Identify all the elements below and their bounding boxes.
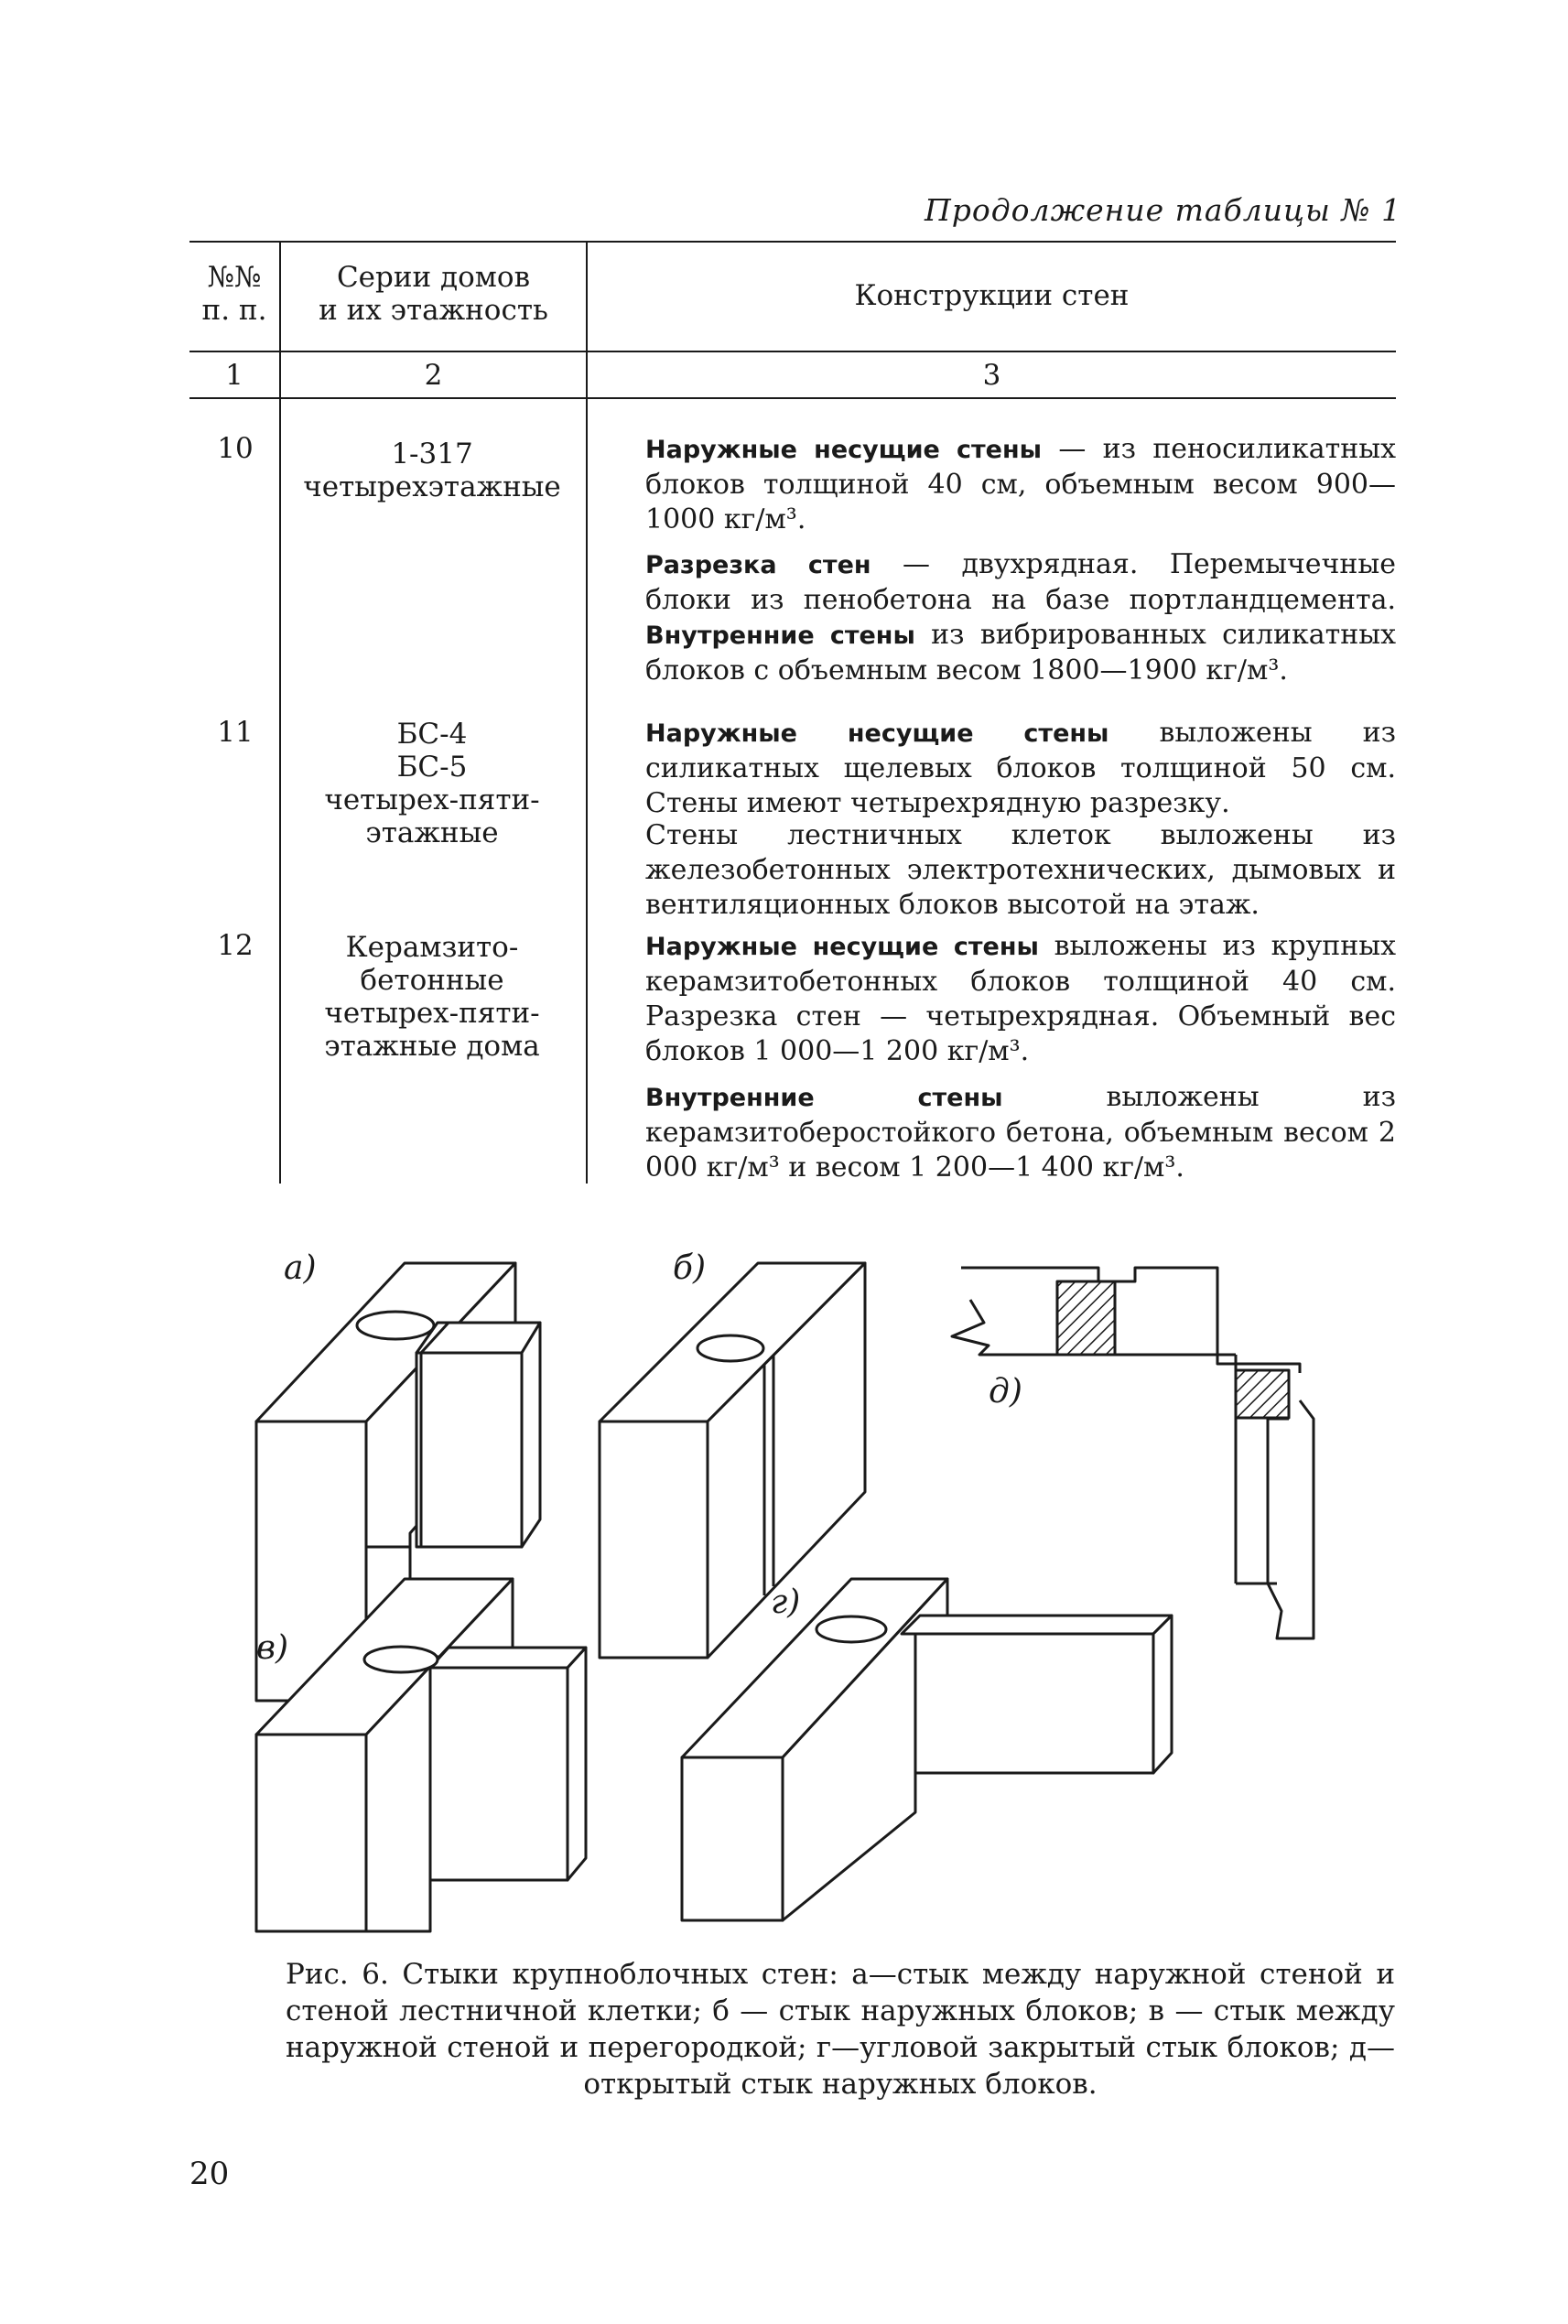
- bold-term: Внутренние стены: [645, 1084, 1003, 1112]
- joint-g-drawing: [682, 1579, 1172, 1920]
- paragraph-text: выложены из крупных керамзитобетонных блоков толщиной 40 см. Разрезка стен — четырехрядная. Объемный вес блоков 1 000—1 200 кг/м³.: [645, 930, 1397, 1067]
- figure-label-v: в): [256, 1629, 288, 1667]
- series-line: этажные дома: [324, 1030, 540, 1063]
- paragraph-text: из вибрированных силикатных блоков с объемным весом 1800—1900 кг/м³.: [645, 619, 1396, 686]
- figure-label-g: г): [771, 1584, 801, 1621]
- bold-term: Разрезка стен: [645, 551, 871, 579]
- header-col1-line1: №№: [207, 261, 262, 294]
- figure-label-b: б): [673, 1249, 707, 1287]
- paragraph-text: выложены из керамзитоберостойкого бетона, объемным весом 2 000 кг/м³ и весом 1 200—1 400 кг/м³.: [645, 1081, 1396, 1184]
- row-number-10: 10: [217, 432, 254, 465]
- series-line: четырех-пяти-: [324, 784, 540, 816]
- bold-term: Наружные несущие стены: [645, 933, 1039, 961]
- series-line: четырехэтажные: [303, 470, 561, 503]
- joint-d-drawing: [952, 1268, 1314, 1638]
- joint-b-drawing: [600, 1263, 865, 1658]
- series-line: Керамзито-: [345, 931, 519, 964]
- paragraph-text: Стены лестничных клеток выложены из железобетонных электротехнических, дымовых и вентиляционных блоков высотой на этаж.: [645, 819, 1396, 921]
- col-number-3: 3: [982, 359, 1001, 392]
- figure-label-a: а): [284, 1249, 317, 1287]
- figure-label-d: д): [989, 1373, 1022, 1411]
- row-number-11: 11: [217, 716, 254, 749]
- col-number-2: 2: [424, 359, 443, 392]
- row-number-12: 12: [217, 929, 254, 962]
- series-line: этажные: [365, 816, 499, 849]
- header-col2-line2: и их этажность: [319, 294, 548, 327]
- paragraph-text: — двухрядная. Перемычечные блоки из пенобетона на базе портландцемента.: [645, 548, 1397, 616]
- header-col3: Конструкции стен: [854, 279, 1130, 312]
- series-line: бетонные: [360, 964, 504, 997]
- paragraph-text: — из пеносиликатных блоков толщиной 40 см, объемным весом 900—1000 кг/м³.: [645, 433, 1396, 535]
- bold-term: Внутренние стены: [645, 622, 915, 650]
- header-col2-line1: Серии домов: [336, 261, 531, 294]
- series-line: БС-5: [396, 751, 468, 784]
- bold-term: Наружные несущие стены: [645, 719, 1109, 748]
- series-line: 1-317: [391, 438, 473, 470]
- bold-term: Наружные несущие стены: [645, 436, 1043, 464]
- paragraph-text: выложены из силикатных щелевых блоков толщиной 50 см. Стены имеют четырехрядную разрезку.: [645, 717, 1396, 819]
- figure-caption: Рис. 6. Стыки крупноблочных стен: а—стык между наружной стеной и стеной лестничной клетки; б — стык наружных блоков; в — стык между наружной стеной и перегородкой; г—угловой закрытый стык блоков; д—открытый стык наружных блоков.: [286, 1958, 1395, 2101]
- page-number: 20: [189, 2156, 230, 2192]
- series-line: четырех-пяти-: [324, 997, 540, 1030]
- series-line: БС-4: [396, 718, 468, 751]
- col-number-1: 1: [225, 359, 243, 392]
- header-col1-line2: п. п.: [201, 294, 267, 327]
- table-continuation-caption: Продолжение таблицы № 1: [925, 192, 1402, 228]
